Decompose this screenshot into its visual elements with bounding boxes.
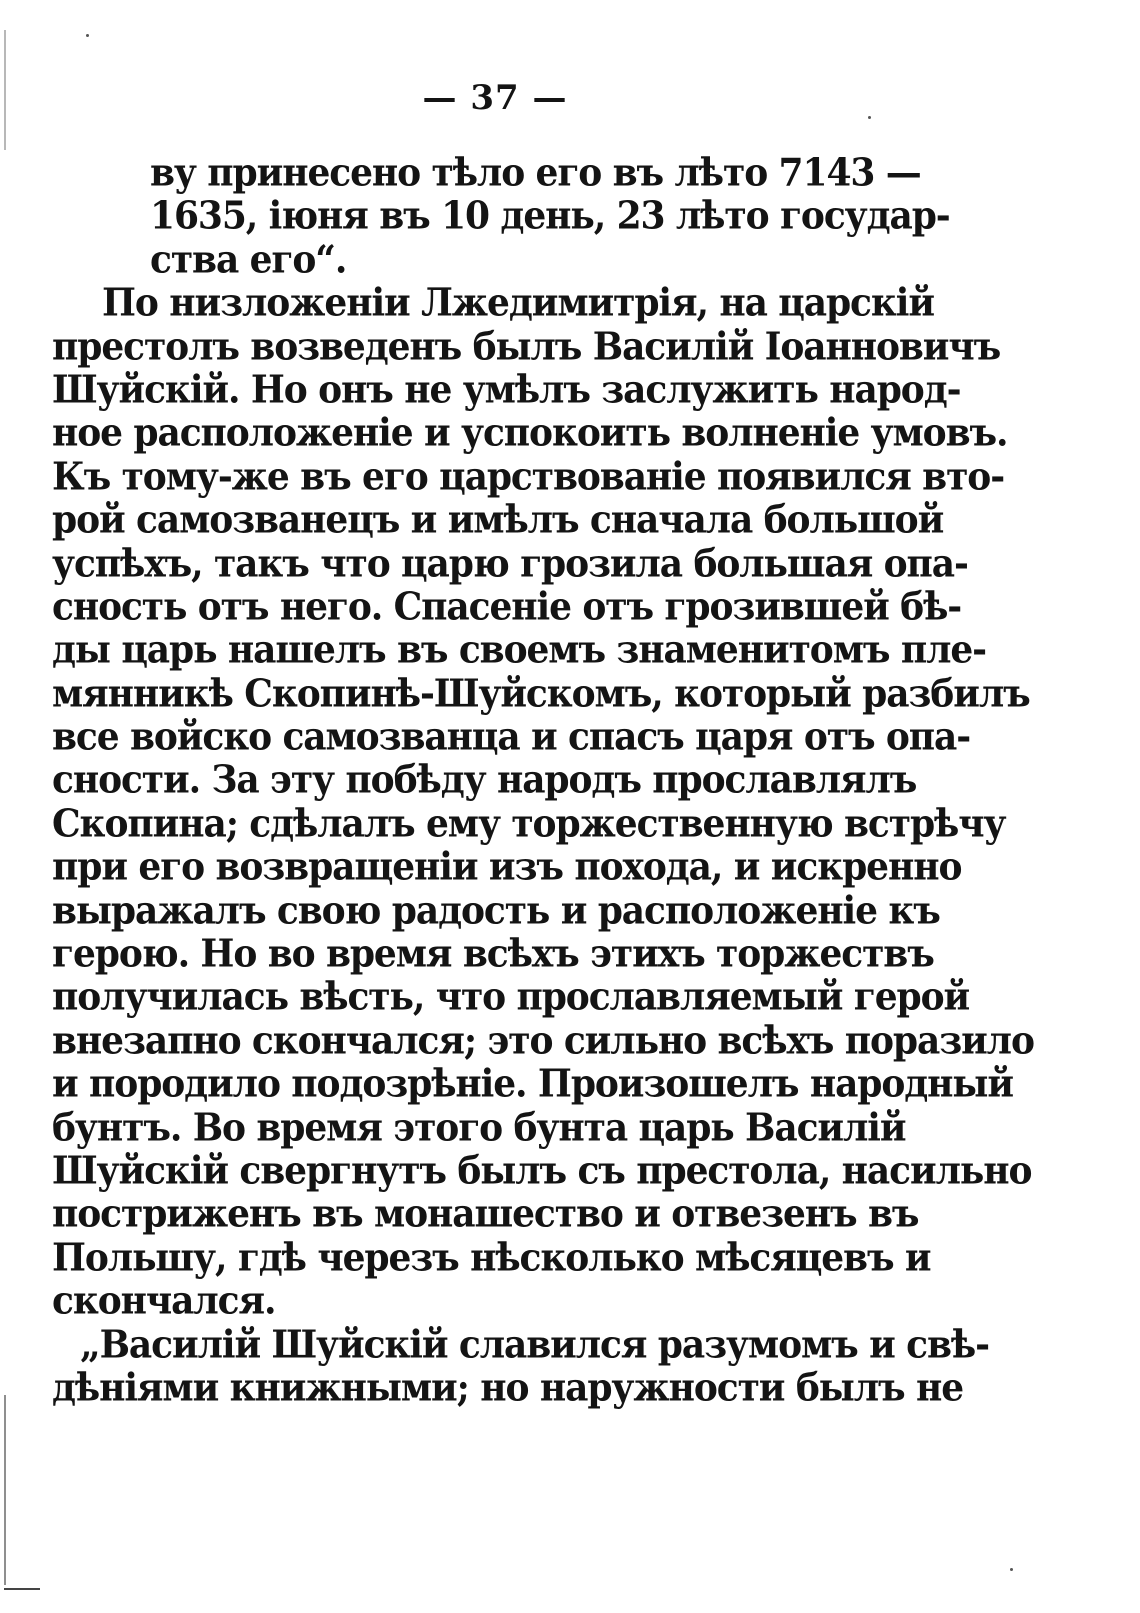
text-line: скончался. (52, 1278, 276, 1324)
scan-edge-mark (4, 1395, 6, 1585)
text-line: успѣхъ, такъ что царю грозила большая опа- (52, 541, 968, 586)
text-line: сности. За эту побѣду народъ прославлялъ (52, 758, 917, 803)
text-line: Къ тому-же въ его царствованіе появился вто- (52, 454, 1005, 499)
text-line: при его возвращеніи изъ похода, и искренно (52, 844, 962, 890)
scan-corner-mark (4, 1588, 40, 1590)
text-line: ды царь нашелъ въ своемъ знаменитомъ пле- (52, 627, 987, 673)
text-line: ства его“. (150, 237, 347, 282)
text-line: „Василій Шуйскій славился разумомъ и свѣ- (80, 1322, 989, 1367)
page-number: — 37 — (422, 78, 568, 118)
text-line: сность отъ него. Спасеніе отъ грозившей бѣ- (52, 584, 962, 630)
scan-speck (1010, 1568, 1013, 1571)
text-line: дѣніями книжными; но наружности былъ не (52, 1365, 964, 1411)
text-line: престолъ возведенъ былъ Василій Іоанновичъ (52, 324, 1001, 369)
text-line: и породило подозрѣніе. Произошелъ народный (52, 1061, 1014, 1107)
text-line: Скопина; сдѣлалъ ему торжественную встрѣчу (52, 801, 1006, 847)
text-line: получилась вѣсть, что прославляемый герой (52, 975, 970, 1020)
text-line: постриженъ въ монашество и отвезенъ въ (52, 1192, 919, 1237)
body-text (52, 150, 1034, 1411)
text-line: рой самозванецъ и имѣлъ сначала большой (52, 497, 944, 543)
text-line: выражалъ свою радость и расположеніе къ (52, 888, 940, 933)
text-line: Польшу, гдѣ черезъ нѣсколько мѣсяцевъ и (52, 1235, 931, 1280)
text-line: ное расположеніе и успокоить волненіе умовъ. (52, 411, 1008, 456)
text-line: 1635, іюня въ 10 день, 23 лѣто государ- (150, 194, 950, 239)
text-line: Шуйскій. Но онъ не умѣлъ заслужить народ- (52, 367, 961, 413)
text-line: По низложеніи Лжедимитрія, на царскій (102, 280, 934, 326)
text-line: ву принесено тѣло его въ лѣто 7143 — (150, 150, 921, 196)
text-line: бунтъ. Во время этого бунта царь Василій (52, 1105, 906, 1150)
scan-edge-mark (4, 30, 6, 150)
text-line: все войско самозванца и спасъ царя отъ опа- (52, 714, 971, 760)
scan-speck (868, 116, 871, 119)
text-line: герою. Но во время всѣхъ этихъ торжествъ (52, 931, 934, 977)
scan-speck (86, 34, 89, 37)
text-line: внезапно скончался; это сильно всѣхъ поразило (52, 1018, 1034, 1064)
text-line: Шуйскій свергнутъ былъ съ престола, насильно (52, 1148, 1032, 1194)
text-line: мянникѣ Скопинѣ-Шуйскомъ, который разбилъ (52, 671, 1030, 716)
